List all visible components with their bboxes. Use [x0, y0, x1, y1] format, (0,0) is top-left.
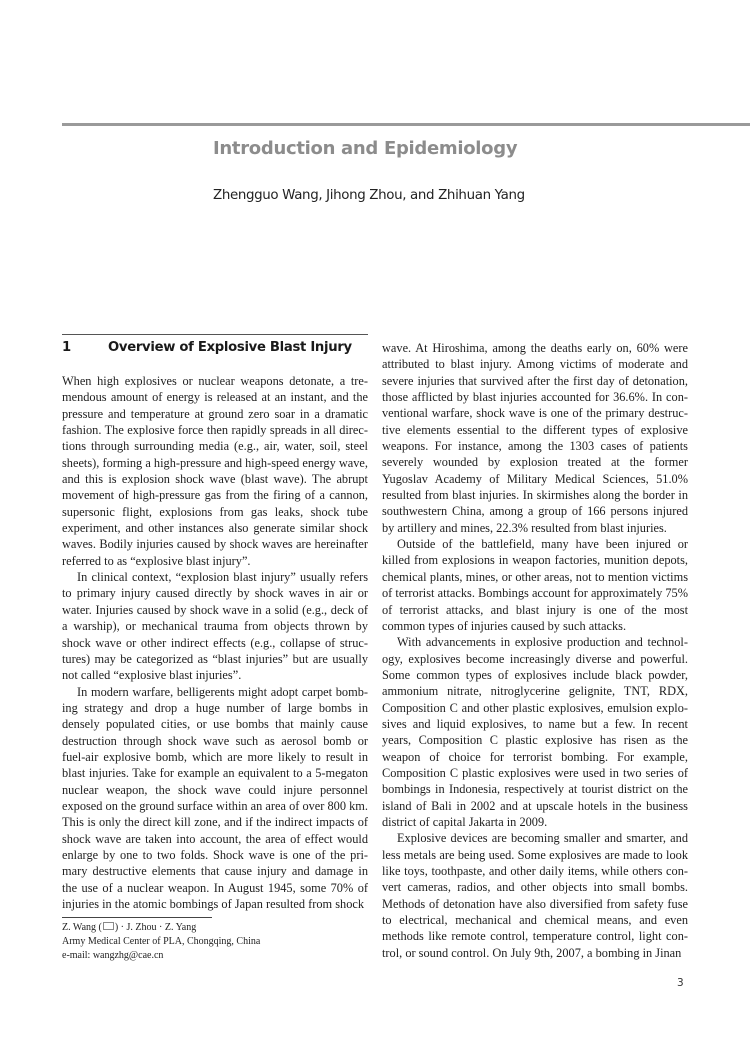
left-column	[62, 373, 368, 912]
section-title: Overview of Explosive Blast Injury	[108, 340, 352, 355]
footnote	[62, 921, 260, 963]
page-number: 3	[677, 977, 684, 989]
right-column	[382, 340, 688, 961]
footnote-authors	[62, 921, 260, 935]
envelope-icon	[103, 922, 114, 930]
footnote-rule	[62, 917, 212, 918]
paragraph: wave. At Hiroshima, among the deaths early on, 60% were attributed to blast injury. Among victims of moderate and severe injuries that survived after the first day of detonation, those afflicted by blast injuries accounted for 36.6%. In conventional warfare, shock wave is one of the primary destructive elements essential to the different types of explosive weapons. For instance, among the 1303 cases of patients severely wounded by explosion treated at the former Yugoslav Academy of Military Medical Sciences, 51.0% resulted from blast injuries. In skirmishes along the border in southwestern China, among a group of 166 persons injured by artillery and mines, 22.3% resulted from blast injuries.	[382, 341, 688, 535]
section-heading	[62, 340, 368, 355]
footnote-authors-prefix: Z. Wang (	[62, 922, 102, 933]
paragraph: In modern warfare, belligerents might adopt carpet bombing strategy and drop a huge number of large bombs in densely populated cities, or use bombs that mainly cause destruction through shock wave such as aerosol bomb or fuel-air explosive bomb, which are more likely to result in blast injuries. Take for example an equivalent to a 5-megaton nuclear weapon, the shock wave could injure personnel exposed on the ground surface within an area of over 800 km. This is only the direct kill zone, and if the indirect impacts of shock wave are taken into account, the area of effect would enlarge by one to two folds. Shock wave is one of the primary destructive elements that cause injury and damage in the use of a nuclear weapon. In August 1945, some 70% of injuries in the atomic bombings of Japan resulted from shock	[62, 684, 368, 911]
section-number: 1	[62, 340, 71, 355]
paragraph: Explosive devices are becoming smaller and smarter, and less metals are being used. Some explosives are made to look like toys, toothpaste, and other daily items, while others convert cameras, radios, and other objects into small bombs. Methods of detonation have also diversified from safety fuse to electrical, mechanical and chemical means, and even methods like remote control, temperature control, light control, or sound control. On July 9th, 2007, a bombing in Jinan	[382, 831, 688, 960]
paragraph: With advancements in explosive production and technology, explosives become increasingly diverse and powerful. Some common types of explosives include black powder, ammonium nitrate, nitroglycerine gelignite, TNT, RDX, Composition C and other plastic explosives, emulsion explosives and liquid explosives, to name but a few. In recent years, Composition C plastic explosive has risen as the weapon of choice for terrorist bombing. For example, Composition C plastic explosives were used in two series of bombings in Indonesia, respectively at tourist district on the island of Bali in 2002 and at upscale hotels in the business district of capital Jakarta in 2009.	[382, 635, 688, 829]
footnote-affiliation: Army Medical Center of PLA, Chongqing, China	[62, 936, 261, 947]
paragraph: When high explosives or nuclear weapons detonate, a tremendous amount of energy is released at an instant, and the pressure and temperature at ground zero soar in a dramatic fashion. The explosive force then rapidly spreads in all directions through surrounding media (e.g., air, water, soil, steel sheets), forming a high-pressure and high-speed energy wave, and this is explosion shock wave (blast wave). The abrupt movement of high-pressure gas from the firing of a cannon, supersonic flight, explosions from gas leaks, shock tube experiment, and other instances also generate similar shock waves. Bodily injuries caused by shock waves are hereinafter referred to as “explosive blast injury”.	[62, 374, 368, 568]
section-rule	[62, 334, 368, 335]
chapter-title: Introduction and Epidemiology	[213, 138, 518, 159]
top-rule	[62, 123, 750, 126]
chapter-authors: Zhengguo Wang, Jihong Zhou, and Zhihuan Yang	[213, 188, 525, 203]
paragraph: In clinical context, “explosion blast injury” usually refers to primary injury caused directly by shock waves in air or water. Injuries caused by shock wave in a solid (e.g., deck of a warship), or mechanical trauma from objects thrown by shock wave or other indirect effects (e.g., collapse of structures) may be categorized as “blast injuries” but are usually not called “explosive blast injuries”.	[62, 570, 368, 683]
footnote-authors-suffix: ) · J. Zhou · Z. Yang	[114, 922, 197, 933]
footnote-email[interactable]: e-mail: wangzhg@cae.cn	[62, 950, 164, 961]
paragraph: Outside of the battlefield, many have been injured or killed from explosions in weapon factories, munition depots, chemical plants, mines, or other areas, not to mention victims of terrorist attacks. Bombings account for approximately 75% of terrorist attacks, and blast injury is one of the most common types of injuries caused by such attacks.	[382, 537, 688, 633]
